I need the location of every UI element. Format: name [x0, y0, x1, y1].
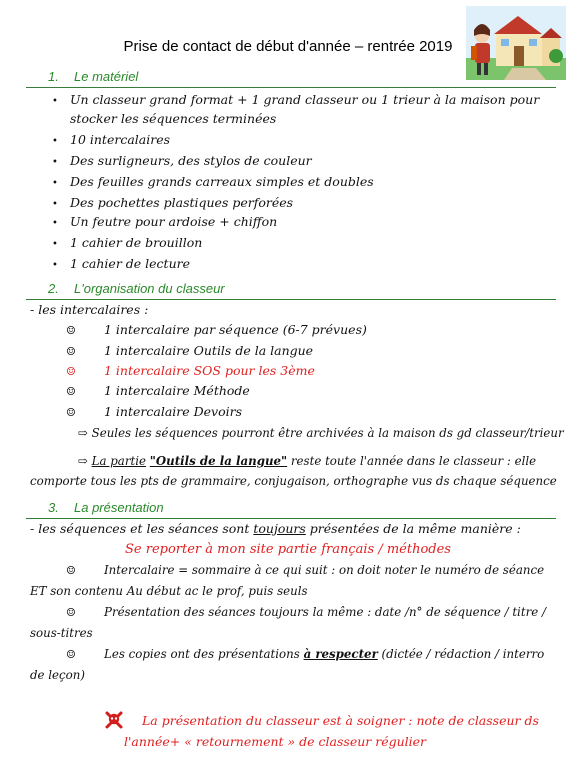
smiley-icon: ☺	[66, 564, 76, 577]
note-outils-line1	[78, 454, 536, 468]
section-heading-presentation	[48, 500, 164, 515]
list-item-highlighted	[66, 363, 315, 378]
list-item-text: Des surligneurs, des stylos de couleur	[70, 153, 312, 168]
final-warning-line1: La présentation du classeur est à soigner : note de classeur ds	[142, 713, 539, 728]
skull-crossbones-icon	[104, 710, 124, 730]
list-item	[52, 132, 170, 147]
section-heading-organisation	[48, 281, 225, 296]
smiley-icon: ☺	[66, 606, 76, 619]
smiley-icon: ☺	[66, 385, 76, 398]
section-rule	[26, 299, 556, 300]
paragraph-text: (dictée / rédaction / interro	[381, 647, 545, 661]
school-illustration-icon	[466, 6, 566, 80]
paragraph-underlined: à respecter	[303, 647, 378, 661]
subheading-text: - les séquences et les séances sont	[30, 521, 250, 536]
list-item	[52, 214, 277, 229]
subheading-sequences	[30, 521, 521, 536]
subheading-underlined: toujours	[253, 521, 306, 536]
list-item	[66, 343, 313, 358]
section-rule	[26, 87, 556, 88]
list-item-text: stocker les séquences terminées	[70, 111, 277, 126]
final-warning-line2: l'année+ « retournement » de classeur régulier	[124, 734, 427, 749]
list-item-continuation	[70, 111, 276, 126]
list-item	[52, 174, 374, 189]
smiley-icon: ☺	[66, 648, 76, 661]
paragraph-text: Présentation des séances toujours la même : date /n° de séquence / titre /	[104, 605, 546, 619]
paragraph-text: Intercalaire = sommaire à ce qui suit : on doit noter le numéro de séance	[104, 563, 545, 577]
bullet-icon: •	[52, 178, 58, 189]
list-item	[52, 92, 539, 107]
smiley-icon: ☺	[66, 406, 76, 419]
list-item	[52, 235, 202, 250]
paragraph-continuation: ET son contenu Au début ac le prof, puis seuls	[30, 584, 308, 598]
bullet-icon: •	[52, 260, 58, 271]
list-item	[52, 153, 312, 168]
subheading-intercalaires: - les intercalaires :	[30, 302, 149, 317]
section-number: 2.	[48, 281, 59, 296]
red-instruction: Se reporter à mon site partie français / méthodes	[125, 542, 451, 557]
section-title: L'organisation du classeur	[74, 281, 225, 296]
bullet-icon: •	[52, 96, 58, 107]
paragraph-continuation: de leçon)	[30, 668, 85, 682]
note-underlined: La partie	[91, 454, 146, 468]
list-item-text: Un classeur grand format + 1 grand classeur ou 1 trieur à la maison pour	[70, 92, 540, 107]
list-item	[52, 256, 190, 271]
list-item-text: 1 intercalaire Méthode	[104, 383, 250, 398]
smiley-icon: ☺	[66, 365, 76, 378]
paragraph-seances	[66, 605, 546, 619]
list-item	[66, 383, 250, 398]
note-archivage: ⇨ Seules les séquences pourront être archivées à la maison ds gd classeur/trieur	[78, 426, 564, 440]
section-number: 3.	[48, 500, 59, 515]
list-item	[52, 195, 293, 210]
paragraph-intercalaire	[66, 563, 544, 577]
note-underlined-bold: "Outils de la langue"	[149, 454, 288, 468]
list-item-text: 1 intercalaire SOS pour les 3ème	[104, 363, 315, 378]
bullet-icon: •	[52, 218, 58, 229]
list-item-text: 1 cahier de brouillon	[70, 235, 203, 250]
list-item-text: 1 intercalaire par séquence (6-7 prévues)	[104, 322, 367, 337]
bullet-icon: •	[52, 239, 58, 250]
list-item-text: Des feuilles grands carreaux simples et doubles	[70, 174, 374, 189]
list-item-text: Des pochettes plastiques perforées	[70, 195, 294, 210]
section-heading-materiel	[48, 69, 138, 84]
bullet-icon: •	[52, 199, 58, 210]
list-item-text: 1 intercalaire Outils de la langue	[104, 343, 314, 358]
section-number: 1.	[48, 69, 59, 84]
smiley-icon: ☺	[66, 324, 76, 337]
paragraph-continuation: sous-titres	[30, 626, 93, 640]
note-outils-line2: comporte tous les pts de grammaire, conjugaison, orthographe vus ds chaque séquence	[30, 474, 557, 488]
bullet-icon: •	[52, 157, 58, 168]
note-text: reste toute l'année dans le classeur : elle	[290, 454, 537, 468]
list-item-text: Un feutre pour ardoise + chiffon	[70, 214, 278, 229]
list-item-text: 1 intercalaire Devoirs	[104, 404, 243, 419]
section-title: La présentation	[74, 500, 164, 515]
section-title: Le matériel	[74, 69, 139, 84]
section-rule	[26, 518, 556, 519]
list-item-text: 1 cahier de lecture	[70, 256, 190, 271]
page-title: Prise de contact de début d'année – rentrée 2019	[123, 38, 453, 55]
paragraph-copies	[66, 647, 544, 661]
smiley-icon: ☺	[66, 345, 76, 358]
list-item	[66, 404, 242, 419]
bullet-icon: •	[52, 136, 58, 147]
list-item-text: 10 intercalaires	[70, 132, 171, 147]
arrow-icon: ⇨	[78, 454, 88, 468]
list-item	[66, 322, 367, 337]
paragraph-text: Les copies ont des présentations	[104, 647, 300, 661]
subheading-text: présentées de la même manière :	[309, 521, 521, 536]
